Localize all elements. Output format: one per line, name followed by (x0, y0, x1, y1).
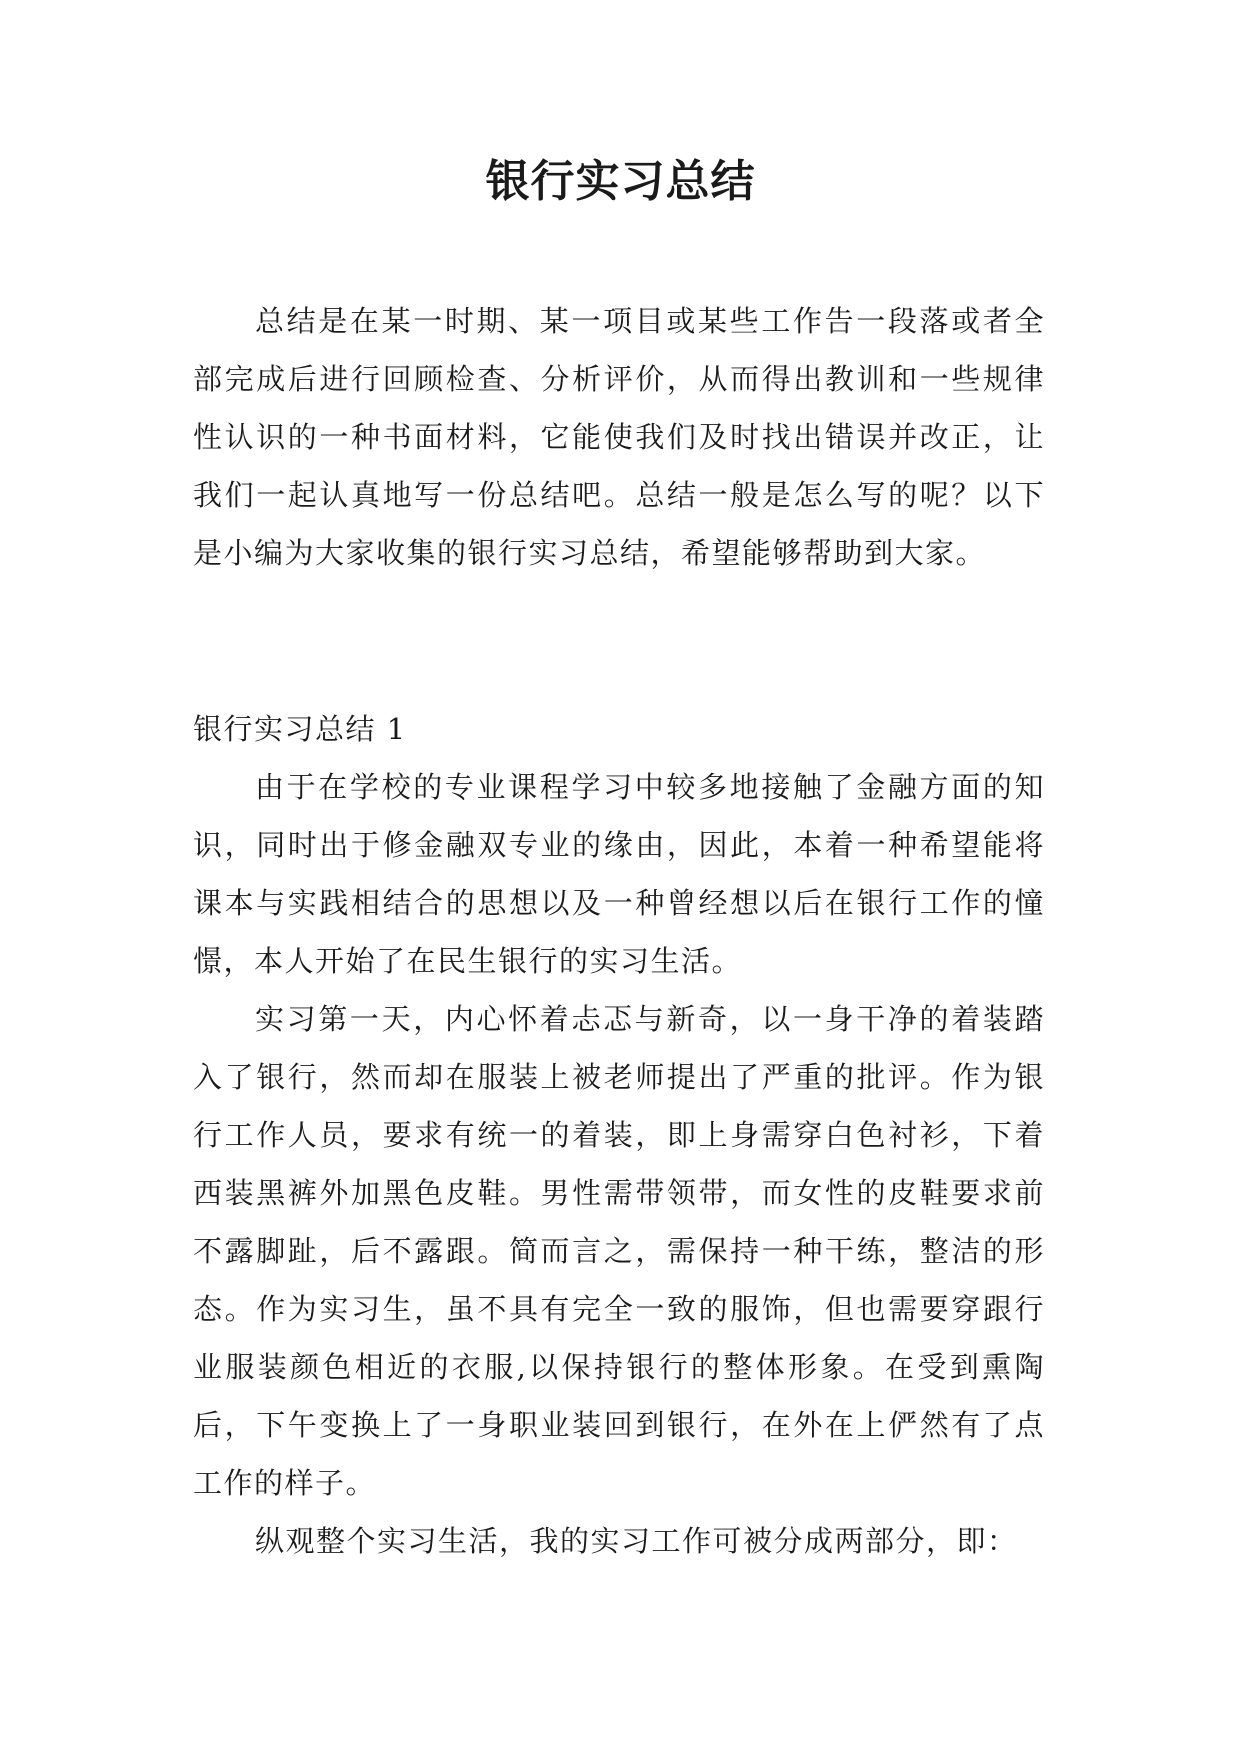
body-paragraph-1: 由于在学校的专业课程学习中较多地接触了金融方面的知识，同时出于修金融双专业的缘由，因此，本着一种希望能将课本与实践相结合的思想以及一种曾经想以后在银行工作的憧憬，本人开始了在民生银行的实习生活。 (193, 770, 1045, 978)
intro-paragraph: 总结是在某一时期、某一项目或某些工作告一段落或者全部完成后进行回顾检查、分析评价，从而得出教训和一些规律性认识的一种书面材料，它能使我们及时找出错误并改正，让我们一起认真地写一份总结吧。总结一般是怎么写的呢？以下是小编为大家收集的银行实习总结，希望能够帮助到大家。 (193, 304, 1045, 570)
section-heading: 银行实习总结 1 (193, 712, 407, 746)
body-paragraph-2: 实习第一天，内心怀着忐忑与新奇，以一身干净的着装踏入了银行，然而却在服装上被老师提出了严重的批评。作为银行工作人员，要求有统一的着装，即上身需穿白色衬衫，下着西装黑裤外加黑色皮鞋。男性需带领带，而女性的皮鞋要求前不露脚趾，后不露跟。简而言之，需保持一种干练，整洁的形态。作为实习生，虽不具有完全一致的服饰，但也需要穿跟行业服装颜色相近的衣服,以保持银行的整体形象。在受到熏陶后，下午变换上了一身职业装回到银行，在外在上俨然有了点工作的样子。 (193, 1002, 1045, 1500)
document-title: 银行实习总结 (485, 156, 756, 207)
body-paragraph-3: 纵观整个实习生活，我的实习工作可被分成两部分，即： (255, 1524, 1018, 1558)
